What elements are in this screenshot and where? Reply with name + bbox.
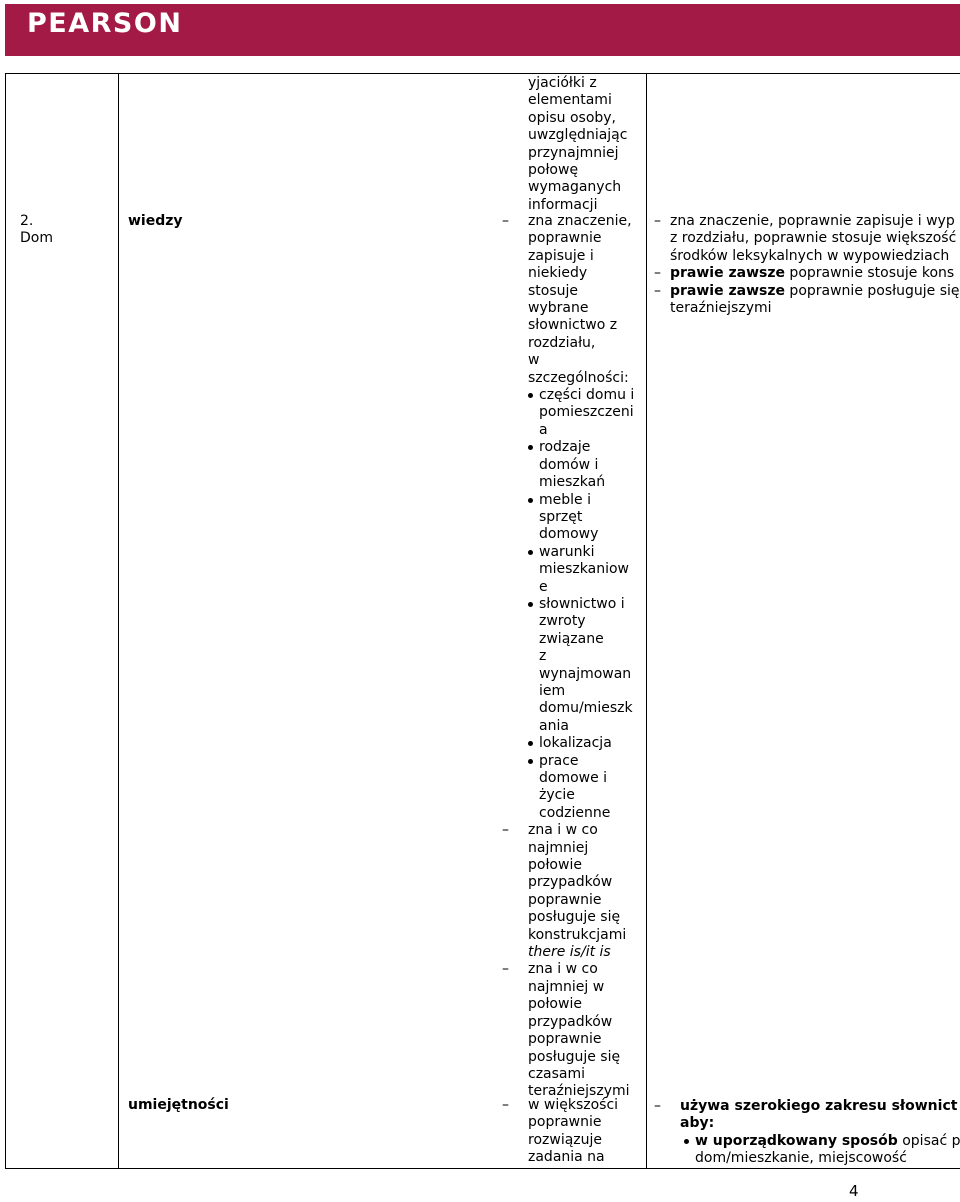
emphasis-text: w uporządkowany sposób <box>695 1132 898 1149</box>
table-divider-1 <box>118 73 119 1169</box>
text-line: najmniej <box>528 839 589 856</box>
text-line: szczególności: <box>528 369 629 386</box>
topic-number: 2. <box>20 213 34 229</box>
text-line: najmniej w <box>528 978 605 995</box>
text-line: części domu i <box>539 387 635 404</box>
text-line: prace <box>539 752 579 769</box>
text-line: uwzględniając <box>528 127 628 144</box>
text-line: połowę <box>528 162 579 179</box>
text-line: posługuje się <box>528 1048 621 1065</box>
text-line: zwroty <box>539 613 586 630</box>
vocab-bullet <box>528 753 644 823</box>
text-line: słownictwo i <box>539 595 625 612</box>
vocab-bullet <box>528 596 644 735</box>
text-line: poprawnie <box>528 1114 602 1131</box>
table-border-left <box>5 73 6 1169</box>
text-line: życie <box>539 787 575 804</box>
emphasis-text: prawie zawsze <box>670 282 785 299</box>
text-line: wybrane <box>528 300 589 317</box>
topic-name: Dom <box>20 230 53 247</box>
text-line: meble i <box>539 491 591 508</box>
text-line: pomieszczeni <box>539 404 634 421</box>
col3-knowledge <box>502 213 644 1101</box>
text-line: poprawnie posługuje się <box>784 282 960 299</box>
skills-label: umiejętności <box>128 1097 229 1113</box>
text-line: – w większości <box>528 1097 619 1113</box>
table-border-bottom <box>5 1168 960 1169</box>
text-line: przypadków <box>528 1013 613 1030</box>
text-line: posługuje się <box>528 909 621 926</box>
emphasis-text: aby: <box>680 1115 715 1132</box>
text-line: teraźniejszymi <box>670 300 772 317</box>
publisher-banner <box>5 4 960 56</box>
requirement-item <box>654 265 960 282</box>
table-border-top <box>5 73 960 74</box>
text-line: przynajmniej <box>528 144 619 161</box>
requirement-item <box>654 283 960 318</box>
vocab-bullet <box>528 544 644 596</box>
topic-cell <box>20 213 53 248</box>
text-line: w <box>528 352 540 369</box>
text-line: związane <box>539 630 604 647</box>
requirement-item <box>502 961 644 1100</box>
text-line: – zna i w co <box>528 822 598 839</box>
text-line: środków leksykalnych w wypowiedziach <box>670 247 950 264</box>
vocab-bullet <box>528 492 644 544</box>
vocab-bullet <box>528 387 644 439</box>
text-line: e <box>539 578 548 595</box>
text-line: – zna i w co <box>528 961 598 978</box>
text-line: domu/mieszk <box>539 700 633 717</box>
text-line: poprawnie stosuje kons <box>784 265 955 282</box>
text-line: a <box>539 421 548 438</box>
text-line: rozwiązuje <box>528 1131 603 1148</box>
text-line: słownictwo z <box>528 317 618 334</box>
text-line: z <box>539 648 547 665</box>
text-line: rozdziału, <box>528 334 596 351</box>
text-line: zadania na <box>528 1149 605 1166</box>
text-line: ania <box>539 717 569 734</box>
text-line: stosuje <box>528 282 579 299</box>
text-line: codzienne <box>539 804 611 821</box>
text-line: domów i <box>539 456 599 473</box>
text-line: połowie <box>528 857 582 874</box>
text-line: domowe i <box>539 770 608 786</box>
vocab-bullet <box>528 735 644 752</box>
skill-bullet <box>684 1133 960 1168</box>
text-line: sprzęt <box>539 508 583 525</box>
text-line: rodzaje <box>539 439 591 456</box>
text-line: wymaganych <box>528 179 622 196</box>
text-line: opisać p <box>897 1132 960 1149</box>
table-divider-2 <box>646 73 647 1169</box>
text-line: zapisuje i <box>528 247 594 264</box>
text-line: iem <box>539 682 566 699</box>
text-line: – zna znaczenie, poprawnie zapisuje i wyp <box>670 213 955 229</box>
text-line: przypadków <box>528 874 613 891</box>
text-line: mieszkań <box>539 474 606 491</box>
text-line: warunki <box>539 543 595 560</box>
emphasis-text: – używa szerokiego zakresu słownict <box>680 1098 958 1114</box>
text-line: – zna znaczenie, <box>528 213 632 229</box>
text-line: czasami <box>528 1065 586 1082</box>
text-line: poprawnie <box>528 891 602 908</box>
text-line: yjaciółki z <box>528 75 597 91</box>
text-line: połowie <box>528 996 582 1013</box>
text-line: teraźniejszymi <box>528 1083 630 1100</box>
text-line: mieszkaniow <box>539 561 630 578</box>
requirement-item <box>502 213 644 822</box>
requirement-item <box>502 822 644 961</box>
col4-knowledge <box>654 213 960 317</box>
col3-top-text <box>502 75 627 214</box>
text-line: wynajmowan <box>539 665 632 682</box>
text-line: dom/mieszkanie, miejscowość <box>695 1150 907 1167</box>
text-line: there is/it is <box>528 944 611 961</box>
text-line: elementami <box>528 92 612 109</box>
text-line: opisu osoby, <box>528 109 617 126</box>
page-number: 4 <box>849 1182 859 1200</box>
vocab-bullet <box>528 439 644 491</box>
text-line: lokalizacja <box>539 735 612 752</box>
text-line: domowy <box>539 526 599 543</box>
requirements-table <box>5 73 960 1169</box>
col4-skills <box>654 1098 960 1168</box>
text-line: niekiedy <box>528 265 588 282</box>
requirement-item <box>502 1097 644 1167</box>
knowledge-label: wiedzy <box>128 213 183 229</box>
text-line: z rozdziału, poprawnie stosuje większość <box>670 230 957 247</box>
requirement-item <box>654 213 960 265</box>
text-line: poprawnie <box>528 230 602 247</box>
emphasis-text: prawie zawsze <box>670 265 785 282</box>
text-line: poprawnie <box>528 1031 602 1048</box>
text-line: informacji <box>528 196 598 213</box>
requirement-item <box>654 1098 960 1168</box>
col3-skills <box>502 1097 644 1167</box>
pearson-logo: PEARSON <box>27 8 183 39</box>
text-line: konstrukcjami <box>528 926 627 943</box>
